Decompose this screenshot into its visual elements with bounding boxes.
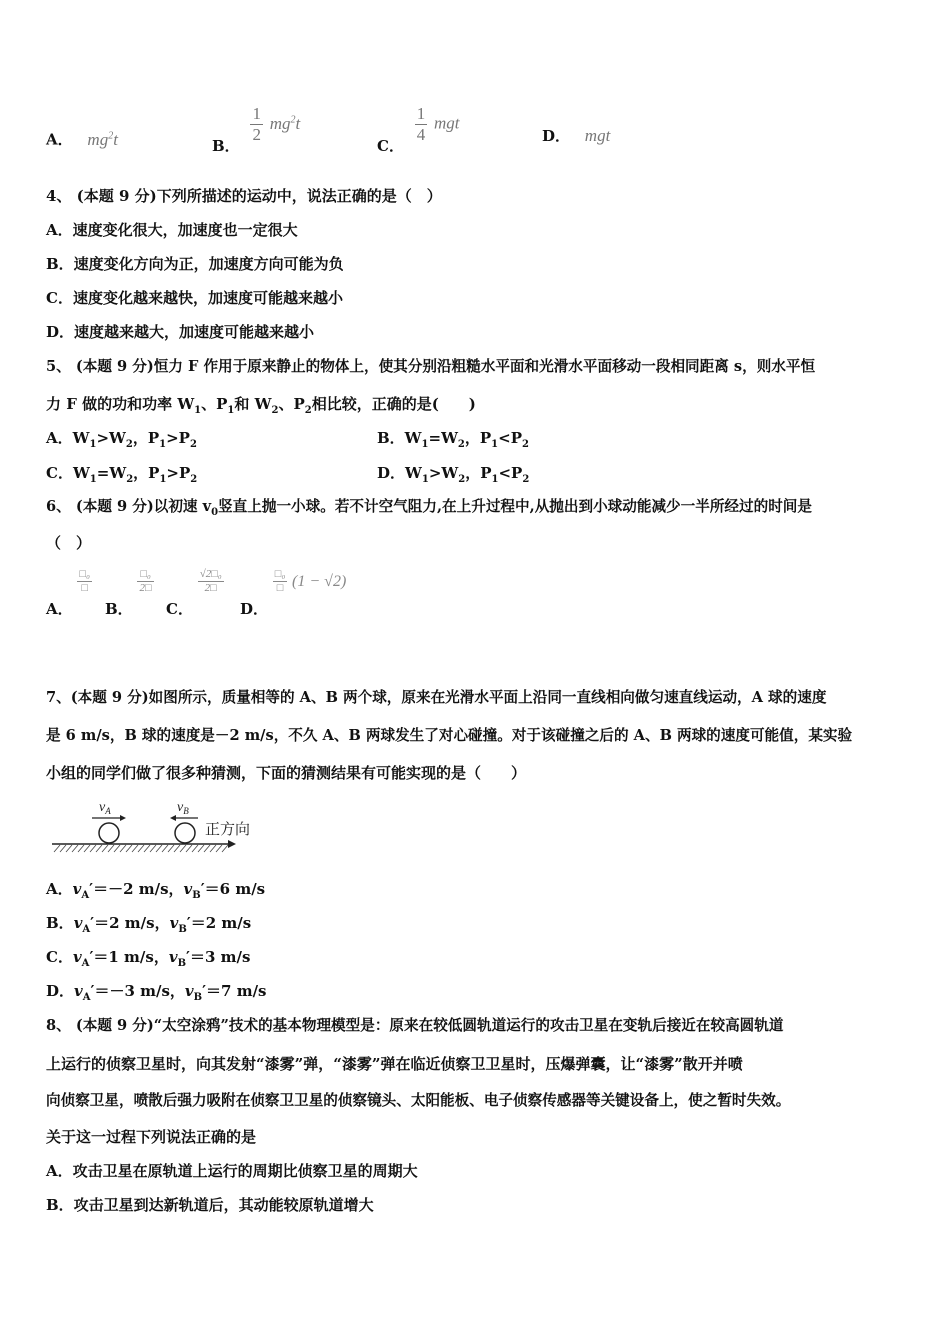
option-label: A． — [46, 599, 73, 618]
option-label: D． — [542, 127, 571, 145]
option-label: B． — [212, 136, 240, 155]
q3-option-b — [212, 104, 301, 155]
q5-option-a: A．$W_1>W_2$，$P_1>P_2$ — [46, 429, 197, 450]
arrow-icon — [228, 840, 236, 848]
option-label: C． — [377, 136, 404, 155]
collision-figure — [50, 796, 270, 856]
q7-option-c: C．$v_A'=1$ m/s，$v_B'=3$ m/s — [46, 948, 251, 969]
q6-option-b — [105, 568, 154, 618]
option-label: A． — [46, 130, 73, 149]
math-expression: mgt — [434, 113, 460, 133]
q5-option-d: D．$W_1>W_2$，$P_1<P_2$ — [377, 464, 530, 485]
q3-option-c — [377, 104, 460, 155]
q6-paren: （ ） — [46, 534, 92, 552]
arrow-icon — [170, 815, 176, 821]
q7-option-d: D．$v_A'=-3$ m/s，$v_B'=7$ m/s — [46, 982, 267, 1003]
q8-stem-line2: 上运行的侦察卫星时，向其发射“漆雾”弹，“漆雾”弹在临近侦察卫卫星时，压爆弹囊，让“漆雾”散开并喷 — [46, 1055, 743, 1073]
q7-stem-line1: 7、(本题 9 分)如图所示，质量相等的 A、B 两个球，原来在光滑水平面上沿同一直线相向做匀速直线运动，A 球的速度 — [46, 689, 827, 706]
fraction: $\frac{1}{4}$ — [416, 104, 426, 144]
ball-a — [99, 823, 119, 843]
q7-option-a: A．$v_A'=-2$ m/s，$v_B'=6$ m/s — [46, 880, 266, 901]
q3-option-a — [46, 126, 118, 150]
q8-stem-line1: 8、 (本题 9 分)“太空涂鸦”技术的基本物理模型是：原来在较低圆轨道运行的攻击卫星在变轨后接近在较高圆轨道 — [46, 1017, 784, 1034]
q8-option-a: A．攻击卫星在原轨道上运行的周期比侦察卫星的周期大 — [46, 1162, 418, 1180]
q6-stem: 6、 (本题 9 分)以初速 $v_0$竖直上抛一小球。若不计空气阻力,在上升过程中,从抛出到小球动能减少一半所经过的时间是 — [46, 498, 812, 518]
q4-option-c: C．速度变化越来越快，加速度可能越来越小 — [46, 289, 343, 307]
q3-option-d — [542, 126, 610, 146]
math-expression: mgt — [584, 126, 611, 145]
fraction: $\frac{\text{□₀}}{2□}$ — [139, 568, 152, 594]
fraction: $\frac{\text{□₀}}{□}$ — [274, 568, 286, 594]
q6-option-d — [240, 568, 347, 618]
option-label: B． — [105, 599, 133, 618]
q8-option-b: B．攻击卫星到达新轨道后，其动能较原轨道增大 — [46, 1196, 374, 1214]
ball-b — [175, 823, 195, 843]
q5-option-b: B．$W_1=W_2$，$P_1<P_2$ — [377, 429, 529, 450]
q4-option-b: B．速度变化方向为正，加速度方向可能为负 — [46, 255, 344, 273]
math-expression: (1 − √2) — [292, 572, 347, 590]
math-expression: $mg^2t$ — [269, 113, 301, 133]
q5-stem-line1: 5、 (本题 9 分)恒力 F 作用于原来静止的物体上，使其分别沿粗糙水平面和光滑水平面移动一段相同距离 s，则水平恒 — [46, 358, 816, 375]
q8-stem-line4: 关于这一过程下列说法正确的是 — [46, 1128, 257, 1146]
fraction: $\frac{\text{□₀}}{□}$ — [79, 568, 90, 594]
q6-option-a — [46, 568, 92, 618]
option-label: D． — [240, 599, 269, 618]
q4-option-d: D．速度越来越大，加速度可能越来越小 — [46, 323, 315, 341]
math-expression: $mg^2t$ — [87, 129, 118, 149]
ground-hatch — [54, 845, 228, 852]
q4-option-a: A．速度变化很大，加速度也一定很大 — [46, 221, 298, 239]
direction-label: 正方向 — [205, 820, 251, 838]
q5-option-c: C．$W_1=W_2$，$P_1>P_2$ — [46, 464, 198, 485]
q7-stem-line2: 是 6 m/s，B 球的速度是－2 m/s，不久 A、B 两球发生了对心碰撞。对于该碰撞之后的 A、B 两球的速度可能值，某实验 — [46, 727, 853, 744]
arrow-icon — [120, 815, 126, 821]
q4-stem: 4、 (本题 9 分)下列所描述的运动中，说法正确的是（ ） — [46, 187, 442, 205]
q6-option-c — [166, 568, 224, 618]
velocity-b-label: $v_B$ — [177, 800, 189, 816]
fraction: $\frac{1}{2}$ — [252, 104, 261, 144]
velocity-a-label: $v_A$ — [99, 800, 111, 816]
option-label: C． — [166, 599, 193, 618]
q7-option-b: B．$v_A'=2$ m/s，$v_B'=2$ m/s — [46, 914, 252, 935]
q7-stem-line3: 小组的同学们做了很多种猜测，下面的猜测结果有可能实现的是（ ） — [46, 764, 527, 782]
q8-stem-line3: 向侦察卫星，喷散后强力吸附在侦察卫卫星的侦察镜头、太阳能板、电子侦察传感器等关键设备上，使之暂时失效。 — [46, 1092, 791, 1109]
q5-stem-line2: 力 F 做的功和功率 $W_1$、$P_1$和 $W_2$、$P_2$相比较，正确的是( ) — [46, 395, 476, 416]
fraction: $\frac{\text{√2□₀}}{2□}$ — [199, 568, 222, 594]
